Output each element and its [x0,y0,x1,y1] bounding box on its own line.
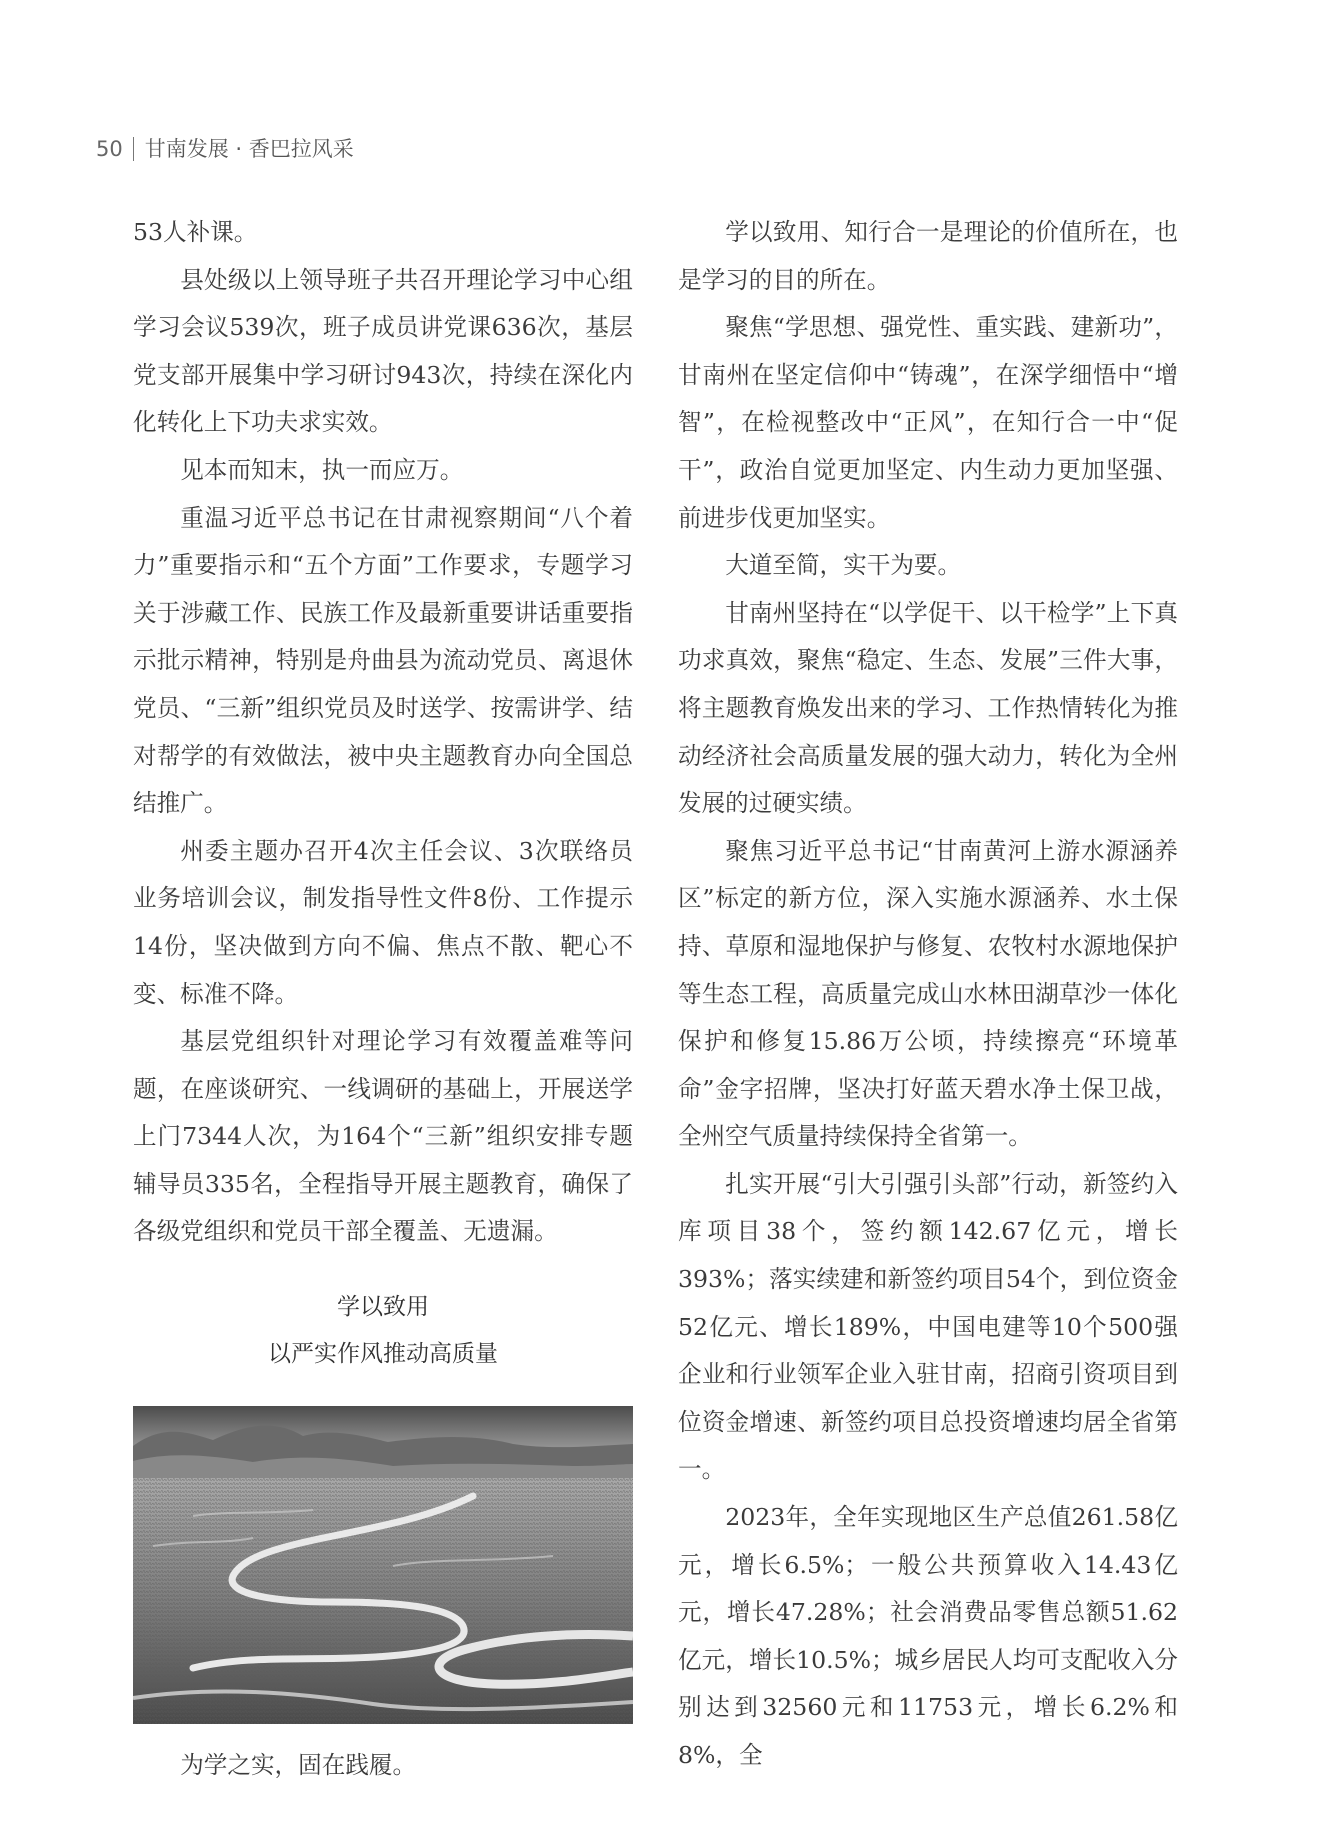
publication-title: 甘南发展 · 香巴拉风采 [144,137,354,161]
paragraph: 扎实开展“引大引强引头部”行动，新签约入库项目38个，签约额142.67亿元，增长393%；落实续建和新签约项目54个，到位资金52亿元、增长189%，中国电建等10个500强企业和行业领军企业入驻甘南，招商引资项目到位资金增速、新签约项目总投资增速均居全省第一。 [678,1169,1178,1484]
paragraph: 聚焦“学思想、强党性、重实践、建新功”，甘南州在坚定信仰中“铸魂”，在深学细悟中“增智”，在检视整改中“正风”，在知行合一中“促干”，政治自觉更加坚定、内生动力更加坚强、前进步伐更加坚实。 [678,313,1178,532]
paragraph: 为学之实，固在践履。 [180,1751,417,1780]
paragraph: 见本而知末，执一而应万。 [180,455,464,484]
header-divider [133,137,134,161]
page-number: 50 [96,137,123,161]
landscape-photo [133,1406,633,1724]
landscape-photo-graphic [133,1406,633,1724]
paragraph: 甘南州坚持在“以学促干、以干检学”上下真功求真效，聚焦“稳定、生态、发展”三件大事，将主题教育焕发出来的学习、工作热情转化为推动经济社会高质量发展的强大动力，转化为全州发展的过硬实绩。 [678,598,1178,818]
paragraph: 53人补课。 [133,218,258,246]
left-column [133,209,633,1790]
paragraph: 重温习近平总书记在甘肃视察期间“八个着力”重要指示和“五个方面”工作要求，专题学习关于涉藏工作、民族工作及最新重要讲话重要指示批示精神，特别是舟曲县为流动党员、离退休党员、“三新”组织党员及时送学、按需讲学、结对帮学的有效做法，被中央主题教育办向全国总结推广。 [133,503,633,818]
paragraph: 州委主题办召开4次主任会议、3次联络员业务培训会议，制发指导性文件8份、工作提示14份，坚决做到方向不偏、焦点不散、靶心不变、标准不降。 [133,836,633,1008]
section-heading-line-2: 以严实作风推动高质量 [268,1341,498,1368]
paragraph: 2023年，全年实现地区生产总值261.58亿元，增长6.5%；一般公共预算收入14.43亿元，增长47.28%；社会消费品零售总额51.62亿元，增长10.5%；城乡居民人均可支配收入分别达到32560元和11753元，增长6.2%和8%，全 [678,1503,1178,1769]
paragraph: 大道至简，实干为要。 [725,551,962,580]
section-heading [133,1284,633,1378]
paragraph: 基层党组织针对理论学习有效覆盖难等问题，在座谈研究、一线调研的基础上，开展送学上门7344人次，为164个“三新”组织安排专题辅导员335名，全程指导开展主题教育，确保了各级党组织和党员干部全覆盖、无遗漏。 [133,1027,633,1246]
paragraph: 县处级以上领导班子共召开理论学习中心组学习会议539次，班子成员讲党课636次，基层党支部开展集中学习研讨943次，持续在深化内化转化上下功夫求实效。 [133,265,633,437]
page-header [96,136,354,162]
right-column [678,209,1178,1780]
paragraph: 学以致用、知行合一是理论的价值所在，也是学习的目的所在。 [678,218,1178,294]
paragraph: 聚焦习近平总书记“甘南黄河上游水源涵养区”标定的新方位，深入实施水源涵养、水土保持、草原和湿地保护与修复、农牧村水源地保护等生态工程，高质量完成山水林田湖草沙一体化保护和修复15.86万公顷，持续擦亮“环境革命”金字招牌，坚决打好蓝天碧水净土保卫战，全州空气质量持续保持全省第一。 [678,836,1178,1151]
section-heading-line-1: 学以致用 [337,1294,429,1321]
